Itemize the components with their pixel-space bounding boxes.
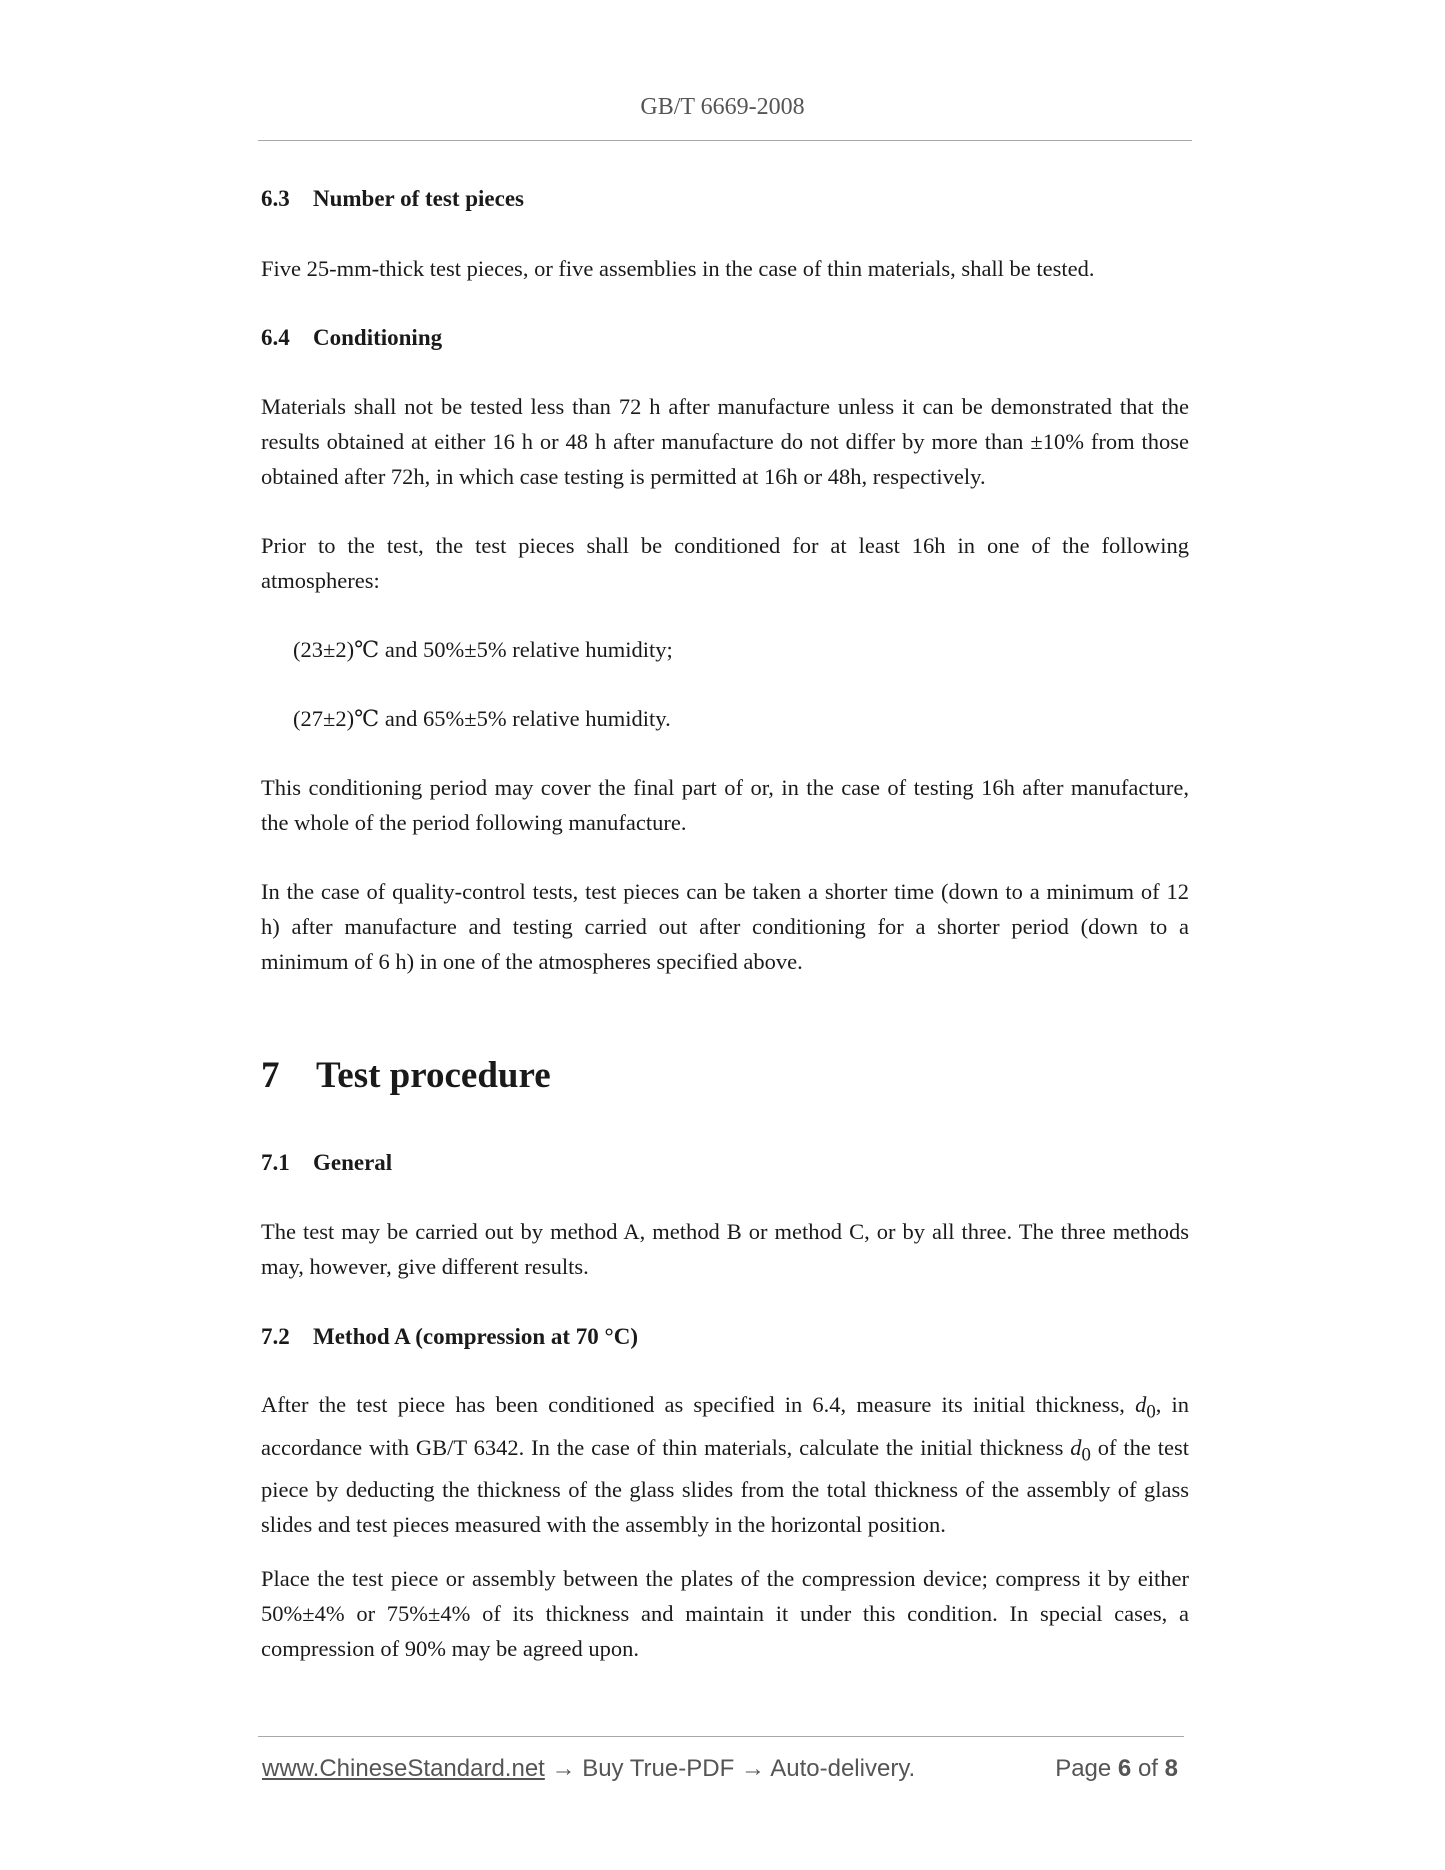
variable-d: d: [1135, 1392, 1147, 1417]
heading-text: Number of test pieces: [313, 186, 524, 211]
paragraph-6-4-1: Materials shall not be tested less than 72 h after manufacture unless it can be demonstrated that the results obtained at either 16 h or 48 h after manufacture do not differ by more than ±10% from those obtained after 72h, in which case testing is permitted at 16h or 48h, respectively.: [261, 394, 1189, 489]
site-link[interactable]: www.ChineseStandard.net: [262, 1755, 545, 1782]
heading-text: Method A (compression at 70 °C): [313, 1324, 639, 1349]
heading-7-2: [261, 1324, 1189, 1350]
variable-subscript: 0: [1146, 1401, 1156, 1423]
heading-number: 7.1: [261, 1150, 290, 1175]
list-item-atmosphere-2: (27±2)℃ and 65%±5% relative humidity.: [293, 706, 671, 731]
page-indicator: [1055, 1755, 1178, 1783]
paragraph-6-4-3: This conditioning period may cover the final part of or, in the case of testing 16h after manufacture, the whole of the period following manufacture.: [261, 775, 1189, 835]
page-current: 6: [1117, 1755, 1132, 1782]
page-total: 8: [1164, 1755, 1178, 1782]
delivery-text: Auto-delivery.: [770, 1755, 916, 1782]
heading-text: Conditioning: [313, 325, 443, 350]
heading-number: 6.3: [261, 186, 290, 211]
list-item-atmosphere-1: (23±2)℃ and 50%±5% relative humidity;: [293, 637, 673, 662]
heading-number: 7.2: [261, 1324, 290, 1349]
heading-6-3: [261, 186, 1189, 212]
buy-text: Buy True-PDF: [582, 1755, 735, 1782]
variable-subscript: 0: [1081, 1444, 1091, 1465]
heading-number: 6.4: [261, 325, 290, 350]
text-run: After the test piece has been conditioned as specified in 6.4, measure its initial thickness,: [261, 1392, 1136, 1417]
header-divider: [258, 140, 1192, 141]
heading-7-1: [261, 1150, 1189, 1176]
variable-d: d: [1070, 1434, 1082, 1460]
paragraph-7-2-1: [261, 1387, 1189, 1542]
heading-6-4: [261, 325, 1189, 351]
arrow-icon: →: [544, 1755, 583, 1782]
footer-divider: [258, 1736, 1184, 1737]
arrow-icon: →: [734, 1755, 771, 1782]
text-run: , in accordance with GB/T 6342. In the case of thin materials, calculate the initial thickness: [261, 1392, 1189, 1460]
page-of: of: [1131, 1755, 1165, 1782]
header-title: GB/T 6669-2008: [640, 94, 805, 120]
footer: [262, 1755, 1182, 1785]
heading-text: General: [313, 1150, 393, 1175]
heading-7: [261, 1054, 1189, 1097]
paragraph-7-2-2: Place the test piece or assembly between the plates of the compression device; compress it by either 50%±4% or 75%±4% of its thickness and maintain it under this condition. In special cases, a compression of 90% may be agreed upon.: [261, 1566, 1189, 1661]
page-label: Page: [1055, 1755, 1118, 1782]
paragraph-6-4-4: In the case of quality-control tests, test pieces can be taken a shorter time (down to a minimum of 12 h) after manufacture and testing carried out after conditioning for a shorter period (down to a minimum of 6 h) in one of the atmospheres specified above.: [261, 879, 1189, 974]
heading-number: 7: [261, 1055, 280, 1096]
paragraph-6-3-1: Five 25-mm-thick test pieces, or five assemblies in the case of thin materials, shall be tested.: [261, 256, 1095, 281]
footer-promo: [262, 1755, 915, 1783]
text-run: of the test piece by deducting the thickness of the glass slides from the total thickness of the assembly of glass slides and test pieces measured with the assembly in the horizontal position.: [261, 1434, 1189, 1537]
paragraph-6-4-2: Prior to the test, the test pieces shall be conditioned for at least 16h in one of the following atmospheres:: [261, 533, 1189, 593]
heading-text: Test procedure: [316, 1055, 551, 1096]
paragraph-7-1-1: The test may be carried out by method A, method B or method C, or by all three. The three methods may, however, give different results.: [261, 1219, 1189, 1279]
